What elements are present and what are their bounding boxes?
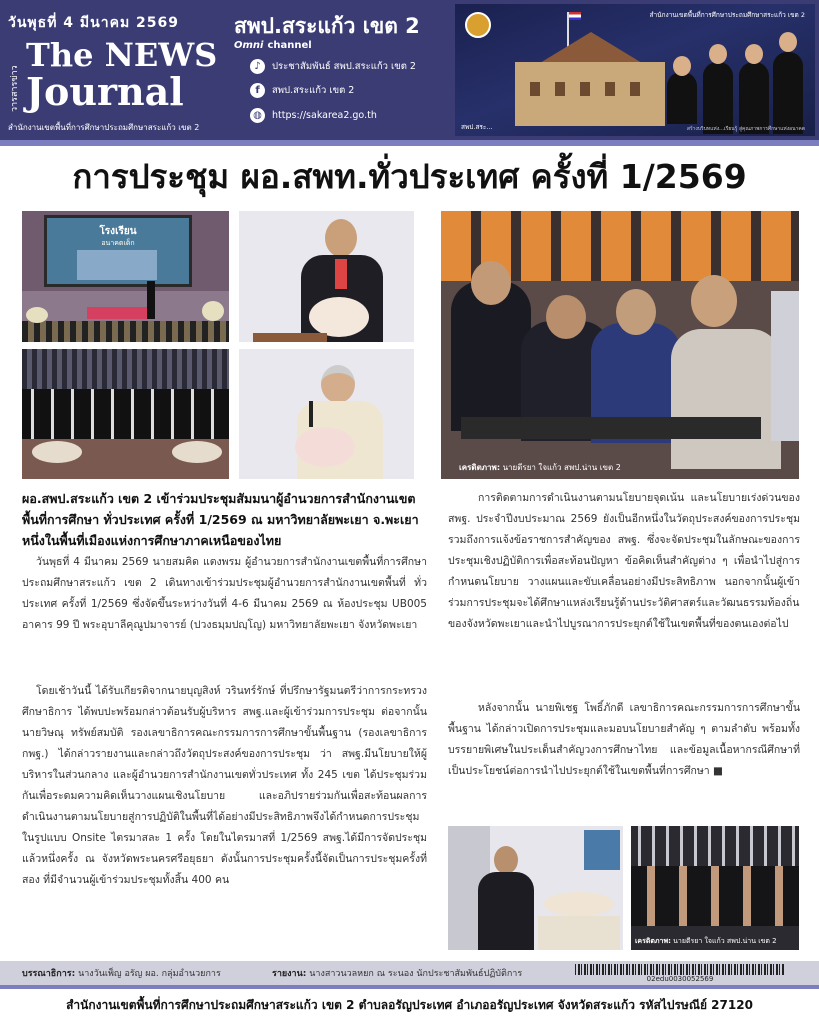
audience-front [631, 866, 799, 926]
window [580, 82, 590, 96]
staff-head [673, 56, 691, 76]
attendee-head [616, 289, 656, 335]
tiktok-icon: ♪ [250, 59, 265, 74]
screen-image [77, 250, 157, 280]
flower-bouquet [295, 427, 355, 467]
flower-decor [26, 307, 48, 323]
attendee-head [546, 295, 586, 339]
editor-name: นางวันเพ็ญ อรัญ ผอ. กลุ่มอำนวยการ [78, 969, 221, 979]
speaker-head [321, 365, 355, 403]
footer-strip [0, 985, 819, 989]
microphone [309, 401, 313, 427]
accent-strip [0, 140, 819, 146]
flower-decor [172, 441, 222, 463]
social-facebook-label: สพป.สระแก้ว เขต 2 [272, 84, 355, 96]
emblem-icon [465, 12, 491, 38]
omni-channel [234, 40, 312, 51]
attendee-head [691, 275, 737, 327]
social-website-label: https://sakarea2.go.th [272, 109, 377, 121]
speaker-suit [478, 872, 534, 950]
news-title: The NEWS [26, 36, 218, 74]
attendee [771, 291, 799, 441]
photo-credit-2 [635, 936, 777, 947]
paragraph-2: โดยเช้าวันนี้ ได้รับเกียรติจากนายบุญสิงห์ วรินทร์รักษ์ ที่ปรึกษารัฐมนตรีว่าการกระทรวงศึกษาธิการ ได้พบปะพร้อมกล่าวต้อนรับผู้บริหาร สพฐ.และผู้เข้าร่วมการประชุม ต่อจากนั้น นายวิษณุ ทรัพย์สมบัติ รองเลขาธิการคณะกรรมการการศึกษาขั้นพื้นฐาน (รองเลขาธิการ กพฐ.) ได้กล่าวรายงานและกล่าวถึงวัตถุประสงค์ของการประชุม ว่า สพฐ.มีนโยบายให้ผู้บริหารในส่วนกลาง และผู้อำนวยการสำนักงานเขตทั่วประเทศ ทั้ง 245 เขต ได้ประชุมร่วมกันเพื่อระดมความคิดเห็นวางแผนเชิงนโยบาย และอภิปรายร่วมกันเพื่อสะท้อนผลการดำเนินงานตามนโยบายสู่การปฏิบัติในพื้นที่ได้อย่างมีประสิทธิภาพจึงได้กำหนดการประชุมในรูปแบบ Onsite ไตรมาสละ 1 ครั้ง โดยในไตรมาสที่ 1/2569 สพฐ.ได้มีการจัดประชุมแล้วหนึ่งครั้ง ณ จังหวัดพระนครศรีอยุธยา ดังนั้นการประชุมครั้งนี้จัดเป็นการประชุมครั้งที่สอง ที่มีจำนวนผู้เข้าร่วมประชุมทั้งสิ้น 400 คน [22, 685, 427, 886]
speaker-head [494, 846, 518, 874]
side-screen [584, 830, 620, 870]
screen-text: โรงเรียน [99, 226, 137, 237]
org-line: สำนักงานเขตพื้นที่การศึกษาประถมศึกษาสระแก้ว เขต 2 [8, 123, 200, 132]
reporter-label: รายงาน: [272, 969, 307, 979]
speaker-head [325, 219, 357, 257]
footer-address: สำนักงานเขตพื้นที่การศึกษาประถมศึกษาสระแก้ว เขต 2 ตำบลอรัญประเทศ อำเภออรัญประเทศ จังหวัดสระแก้ว รหัสไปรษณีย์ 27120 [66, 998, 753, 1012]
window [605, 82, 615, 96]
flower-bouquet [544, 892, 614, 916]
stage-banner [87, 307, 147, 319]
attendee [671, 329, 781, 469]
staff-head [709, 44, 727, 64]
reporter-name: นางสาวนวลหยก ณ ระนอง นักประชาสัมพันธ์ปฏิบัติการ [309, 969, 523, 979]
article-lede: ผอ.สพป.สระแก้ว เขต 2 เข้าร่วมประชุมสัมมนาผู้อำนวยการสำนักงานเขตพื้นที่การศึกษา ทั่วประเทศ ครั้งที่ 1/2569 ณ มหาวิทยาลัยพะเยา จ.พะเยา หนึ่งในพื้นที่เมืองแห่งการศึกษาภาคเหนือของไทย [22, 491, 419, 548]
social-website[interactable] [250, 106, 377, 124]
credit-name-2: นายตีรยา ใจแก้ว สพป.น่าน เขต 2 [673, 937, 777, 945]
facebook-icon: f [250, 83, 265, 98]
photo-speaker-advisor [239, 211, 414, 342]
building-roof [535, 32, 647, 66]
window [530, 82, 540, 96]
photo-audience-wide [631, 826, 799, 950]
credit-label: เครดิตภาพ: [459, 463, 501, 472]
social-facebook[interactable] [250, 81, 354, 99]
attendee-head [471, 261, 511, 305]
banner-short: สพป.สระ... [461, 123, 493, 131]
paragraph-3: การติดตามการดำเนินงานตามนโยบายจุดเน้น และนโยบายเร่งด่วนของ สพฐ. ประจำปีงบประมาณ 2569 ยังเป็นอีกหนึ่งในวัตถุประสงค์ของการประชุม รวมถึงการแจ้งข้อราชการสำคัญของ สพฐ. ซึ่งจะจัดประชุมในลักษณะของการประชุมเชิงปฏิบัติการเพื่อสะท้อนปัญหา ข้อคิดเห็นสำคัญต่าง ๆ เพื่อนำไปสู่การกำหนดนโยบาย วางแผนและขับเคลื่อนอย่างมีประสิทธิภาพ นอกจากนั้นผู้เข้าร่วมการประชุมจะได้ศึกษาแหล่งเรียนรู้ด้านประวัติศาสตร์และวัฒนธรรมท้องถิ่นของจังหวัดพะเยาและนำไปบูรณาการประยุกต์ใช้ในเขตพื้นที่ของตนเองต่อไป [448, 492, 800, 630]
paragraph-4: หลังจากนั้น นายพิเชฐ โพธิ์ภักดี เลขาธิการคณะกรรมการการศึกษาขั้นพื้นฐาน ได้กล่าวเปิดการประชุมและมอบนโยบายสำคัญ ๆ ตามลำดับ พร้อมทั้งบรรยายพิเศษในประเด็นสำคัญวงการศึกษาไทย และข้อมูลเนื้อหากรณีศึกษาที่เป็นประโยชน์ต่อการนำไปประยุกต์ใช้ในเขตพื้นที่การศึกษา ■ [448, 702, 800, 777]
document-code: 02edu0030052569 [646, 975, 714, 983]
desk [461, 417, 761, 439]
staff-head [779, 32, 797, 52]
staff-figure [667, 72, 697, 124]
audience-back [631, 826, 799, 866]
staff-figure [703, 62, 733, 134]
flower-decor [202, 301, 224, 321]
podium [253, 333, 327, 342]
photo-credit [459, 461, 621, 474]
journal-title: Journal [26, 69, 184, 114]
staff-head [745, 44, 763, 64]
audience-row [22, 321, 229, 342]
window [555, 82, 565, 96]
barcode-icon [575, 964, 785, 975]
header-banner-photo [455, 4, 815, 136]
banner-footnote: สร้างบริบทแห่ง...เรียนรู้ สู่คุณภาพการศึกษาแห่งอนาคต [686, 126, 805, 132]
flower-decor [32, 441, 82, 463]
article-title: การประชุม ผอ.สพท.ทั่วประเทศ ครั้งที่ 1/2569 [72, 157, 747, 196]
photo-audience-closeup [441, 211, 799, 479]
reporter-credit [272, 966, 522, 980]
screen-subtext: อนาคตเด็ก [101, 239, 135, 247]
speaker-figure [147, 281, 155, 319]
group-front-row [22, 389, 229, 439]
group-back-rows [22, 349, 229, 389]
speaker-tie [335, 259, 347, 289]
photo-stage-overview [22, 211, 229, 342]
social-tiktok[interactable] [250, 57, 416, 75]
channel-label: channel [267, 40, 312, 51]
banner-label: สำนักงานเขตพื้นที่การศึกษาประถมศึกษาสระแก้ว เขต 2 [649, 11, 805, 19]
staff-figure [739, 62, 769, 134]
staff-figure [773, 52, 803, 134]
globe-icon: ◍ [250, 108, 265, 123]
editor-credit [22, 966, 221, 980]
credit-name: นายตีรยา ใจแก้ว สพป.น่าน เขต 2 [502, 463, 621, 472]
paragraph-1: วันพุธที่ 4 มีนาคม 2569 นายสมคิด แตงพรม ผู้อำนวยการสำนักงานเขตพื้นที่การศึกษาประถมศึกษาสระแก้ว เขต 2 เดินทางเข้าร่วมประชุมผู้อำนวยการสำนักงานเขตพื้นที่ ทั่วประเทศ ครั้งที่ 1/2569 ซึ่งจัดขึ้นระหว่างวันที่ 4-6 มีนาคม 2569 ณ ห้องประชุม UB005 อาคาร 99 ปี พระอุบาลีคุณูปมาจารย์ (ปวงธมฺมปญฺโญ) มหาวิทยาลัยพะเยา จังหวัดพะเยา [22, 556, 427, 631]
photo-group [22, 349, 229, 479]
photo-secretary-general [448, 826, 623, 950]
window [630, 82, 640, 96]
social-tiktok-label: ประชาสัมพันธ์ สพป.สระแก้ว เขต 2 [272, 60, 416, 72]
editor-label: บรรณาธิการ: [22, 969, 76, 979]
podium [538, 916, 620, 950]
projection-screen [44, 215, 192, 287]
credit-label-2: เครดิตภาพ: [635, 937, 671, 945]
issue-date: วันพุธที่ 4 มีนาคม 2569 [8, 15, 180, 31]
brand-name: สพป.สระแก้ว เขต 2 [234, 14, 420, 38]
omni-label: Omni [234, 40, 264, 51]
flower-bouquet [309, 297, 369, 337]
vertical-label: วารสารข่าว [10, 65, 20, 112]
photo-speaker-deputy [239, 349, 414, 479]
